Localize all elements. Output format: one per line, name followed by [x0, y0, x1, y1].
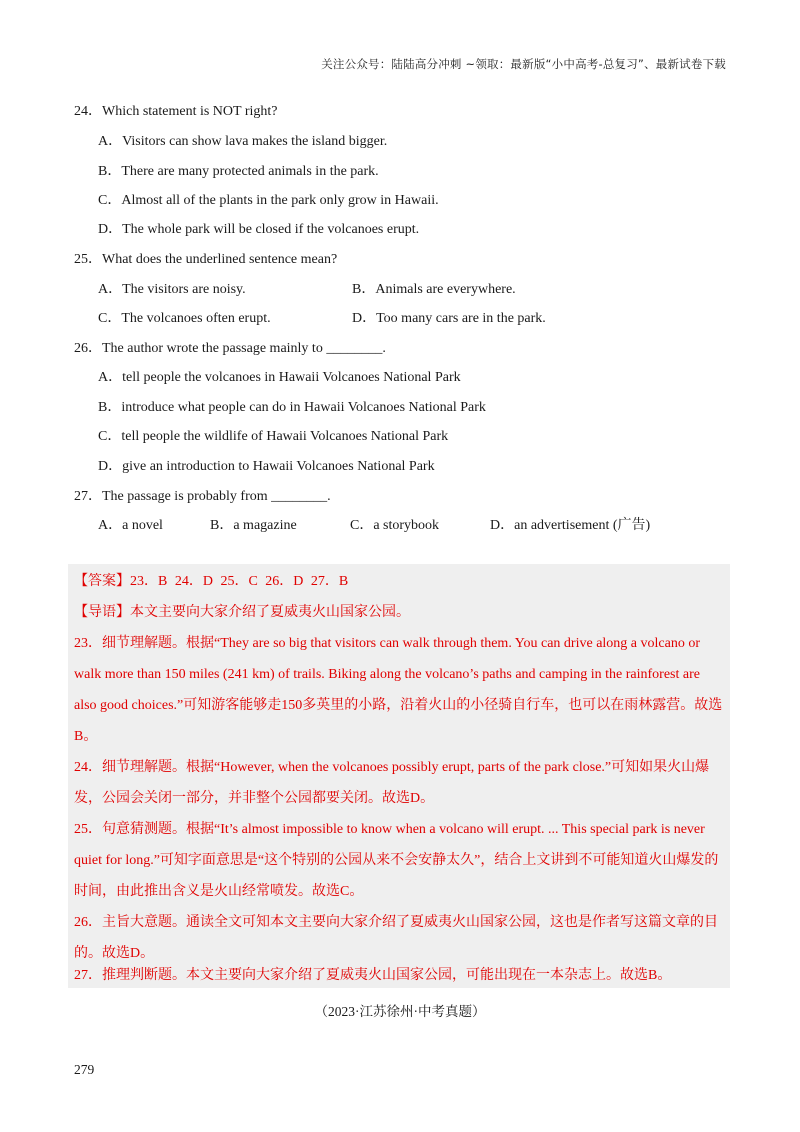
question-26-option-a: A．tell people the volcanoes in Hawaii Volcanoes National Park: [98, 370, 461, 385]
question-26-option-c: C．tell people the wildlife of Hawaii Volcanoes National Park: [98, 429, 449, 444]
question-27-stem: 27．The passage is probably from ________.: [74, 489, 331, 504]
question-source: （2023·江苏徐州·中考真题）: [314, 1004, 486, 1019]
question-26-stem: 26．The author wrote the passage mainly to ________.: [74, 341, 386, 356]
question-24-option-a: A．Visitors can show lava makes the island bigger.: [98, 134, 388, 149]
question-25-stem: 25．What does the underlined sentence mean?: [74, 252, 338, 267]
explanation-27: 27．推理判断题。本文主要向大家介绍了夏威夷火山国家公园，可能出现在一本杂志上。故选B。: [74, 968, 672, 983]
question-27-options: [98, 514, 738, 534]
explanation-23: 23．细节理解题。根据“They are so big that visitors can walk through them. You can drive along a volcano or walk more than 150 miles (241 km) of trails. Biking along the volcano’s paths and camping in the rainforest are also good choices.”可知游客能够走150多英里的小路，沿着火山的小径骑自行车，也可以在雨林露营。故选B。: [74, 636, 723, 744]
question-24-stem: 24．Which statement is NOT right?: [74, 104, 278, 119]
question-24-option-c: C．Almost all of the plants in the park only grow in Hawaii.: [98, 193, 439, 208]
question-27-option-b: B．a magazine: [210, 518, 297, 533]
answer-intro: 【导语】本文主要向大家介绍了夏威夷火山国家公园。: [74, 605, 410, 620]
explanation-26: 26．主旨大意题。通读全文可知本文主要向大家介绍了夏威夷火山国家公园，这也是作者写这篇文章的目的。故选D。: [74, 915, 718, 961]
question-26-option-d: D．give an introduction to Hawaii Volcanoes National Park: [98, 459, 435, 474]
question-25-option-b: B．Animals are everywhere.: [352, 282, 516, 297]
question-27-option-c: C．a storybook: [350, 518, 440, 533]
explanation-25: 25．句意猜测题。根据“It’s almost impossible to know when a volcano will erupt. ... This special park is never quiet for long.”可知字面意思是“这个特别的公园从来不会安静太久”，结合上文讲到不可能知道火山爆发的时间，由此推出含义是火山经常喷发。故选C。: [74, 822, 719, 899]
answer-key: 【答案】23．B 24．D 25．C 26．D 27．B: [74, 574, 349, 589]
explanation-24: 24．细节理解题。根据“However, when the volcanoes possibly erupt, parts of the park close.”可知如果火山爆发，公园会关闭一部分，并非整个公园都要关闭。故选D。: [74, 760, 710, 806]
question-25-option-c: C．The volcanoes often erupt.: [98, 311, 271, 326]
page-header: 关注公众号：陆陆高分冲刺 ~领取：最新版“小中高考-总复习”、最新试卷下载: [321, 57, 726, 71]
question-27-option-d: D．an advertisement (广告): [490, 518, 651, 533]
question-25-option-d: D．Too many cars are in the park.: [352, 311, 546, 326]
question-26-option-b: B．introduce what people can do in Hawaii Volcanoes National Park: [98, 400, 486, 415]
question-24-option-b: B．There are many protected animals in the park.: [98, 164, 379, 179]
question-24-option-d: D．The whole park will be closed if the volcanoes erupt.: [98, 222, 420, 237]
question-25-option-a: A．The visitors are noisy.: [98, 282, 246, 297]
question-27-option-a: A．a novel: [98, 518, 163, 533]
page-number: 279: [74, 1062, 95, 1077]
